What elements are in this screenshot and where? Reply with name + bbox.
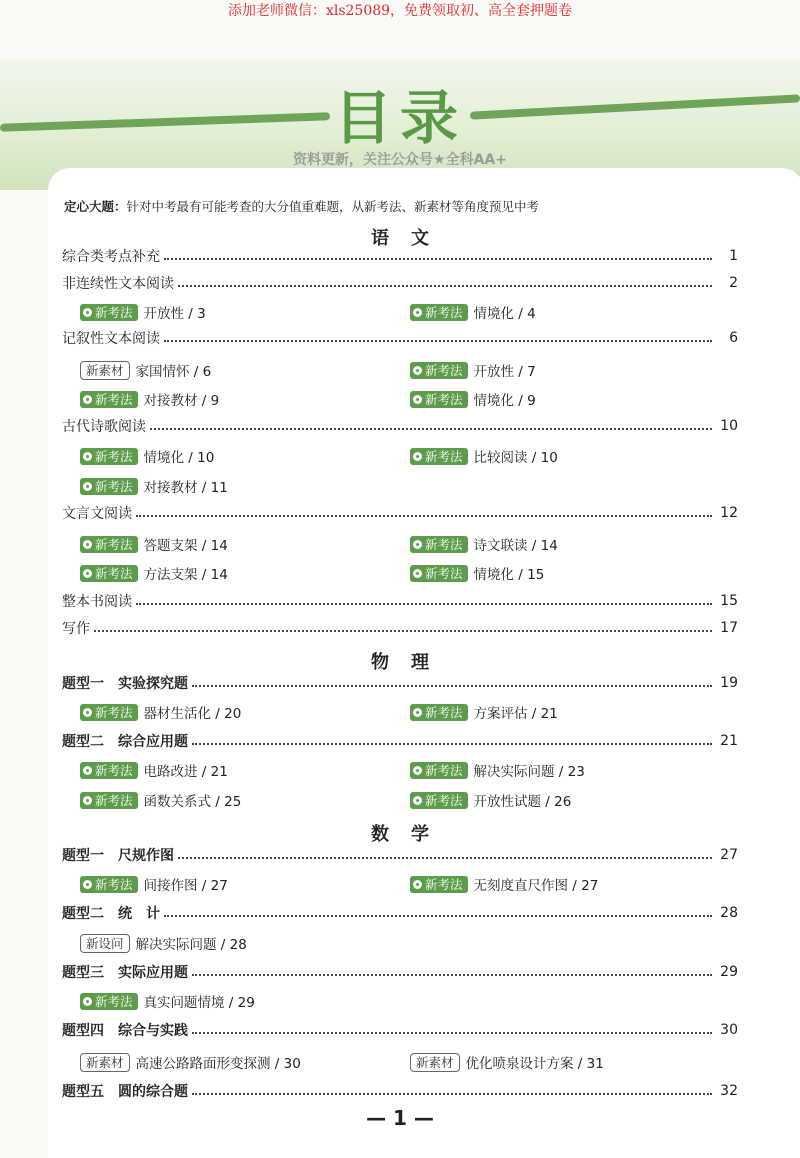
tag-label: 新考法 xyxy=(95,537,133,552)
leader-dots xyxy=(178,857,712,859)
sub-entry[interactable] xyxy=(80,563,228,583)
tag-new-method xyxy=(80,704,138,721)
pin-icon xyxy=(413,569,422,578)
section-heading-physics: 物理 xyxy=(371,652,451,673)
toc-entry-title: 综合应用题 xyxy=(118,734,188,750)
tag-label: 新考法 xyxy=(425,537,463,552)
pin-icon xyxy=(83,708,92,717)
sub-entry-text: 间接作图 / 27 xyxy=(143,878,228,894)
toc-entry[interactable] xyxy=(62,415,738,437)
sub-entry-text: 开放性试题 / 26 xyxy=(473,794,572,810)
section-heading-math: 数学 xyxy=(371,824,451,845)
tag-new-method xyxy=(410,362,468,379)
toc-entry[interactable] xyxy=(62,327,738,349)
toc-entry-title: 圆的综合题 xyxy=(118,1084,188,1100)
sub-entry[interactable] xyxy=(410,389,536,409)
toc-entry-page: 28 xyxy=(720,905,738,921)
tag-new-method xyxy=(80,536,138,553)
toc-entry-page: 21 xyxy=(720,733,738,749)
sub-entry-text: 电路改进 / 21 xyxy=(143,764,228,780)
pin-icon xyxy=(413,796,422,805)
sub-entry-text: 方法支架 / 14 xyxy=(143,567,228,583)
sub-entry[interactable] xyxy=(80,1052,301,1072)
toc-entry-label xyxy=(62,731,188,751)
pin-icon xyxy=(413,540,422,549)
tag-label: 新考法 xyxy=(425,449,463,464)
toc-entry-prefix: 题型三 xyxy=(62,965,104,981)
sub-entry[interactable] xyxy=(410,534,558,554)
sub-entry[interactable] xyxy=(80,933,247,953)
sub-entry[interactable] xyxy=(80,446,214,466)
tag-label: 新考法 xyxy=(425,392,463,407)
tag-new-method xyxy=(410,704,468,721)
sub-entry[interactable] xyxy=(80,702,241,722)
sub-entry[interactable] xyxy=(410,874,598,894)
tag-new-method xyxy=(80,993,138,1010)
tag-label: 新考法 xyxy=(95,479,133,494)
sub-entry[interactable] xyxy=(80,360,211,380)
toc-entry-prefix: 题型四 xyxy=(62,1023,104,1039)
toc-entry-prefix: 题型一 xyxy=(62,676,104,692)
toc-entry[interactable] xyxy=(62,844,738,866)
leader-dots xyxy=(192,974,712,976)
sub-entry[interactable] xyxy=(410,1052,604,1072)
tag-new-material: 新素材 xyxy=(80,361,130,380)
toc-entry-label: 写作 xyxy=(62,621,90,637)
toc-entry-prefix: 题型五 xyxy=(62,1084,104,1100)
sub-entry[interactable] xyxy=(80,302,206,322)
pin-icon xyxy=(83,482,92,491)
toc-entry-page: 10 xyxy=(720,418,738,434)
toc-entry[interactable] xyxy=(62,502,738,524)
sub-entry[interactable] xyxy=(80,790,241,810)
tag-label: 新考法 xyxy=(95,566,133,581)
pin-icon xyxy=(83,452,92,461)
toc-entry-label: 文言文阅读 xyxy=(62,506,132,522)
tag-new-method xyxy=(80,391,138,408)
leader-dots xyxy=(150,428,712,430)
tag-new-method xyxy=(80,762,138,779)
toc-entry-label: 综合类考点补充 xyxy=(62,249,160,265)
pin-icon xyxy=(83,569,92,578)
sub-entry[interactable] xyxy=(80,534,228,554)
tag-label: 新考法 xyxy=(95,392,133,407)
pin-icon xyxy=(83,796,92,805)
banner-subtitle: 资料更新，关注公众号★全科AA+ xyxy=(293,152,507,168)
sub-entry[interactable] xyxy=(410,446,558,466)
sub-entry[interactable] xyxy=(80,760,228,780)
sub-entry[interactable] xyxy=(80,874,228,894)
toc-entry-page: 6 xyxy=(729,330,738,346)
intro-line xyxy=(64,197,539,215)
toc-entry-page: 19 xyxy=(720,675,738,691)
sub-entry[interactable] xyxy=(410,360,536,380)
tag-label: 新考法 xyxy=(425,705,463,720)
pin-icon xyxy=(83,395,92,404)
sub-entry-text: 真实问题情境 / 29 xyxy=(143,995,255,1011)
sub-entry-text: 开放性 / 7 xyxy=(473,364,536,380)
sub-entry-text: 高速公路路面形变探测 / 30 xyxy=(135,1056,301,1072)
toc-entry[interactable] xyxy=(62,245,738,267)
leader-dots xyxy=(192,743,712,745)
sub-entry-text: 优化喷泉设计方案 / 31 xyxy=(465,1056,604,1072)
tag-new-method xyxy=(410,304,468,321)
tag-new-method xyxy=(80,565,138,582)
tag-label: 新考法 xyxy=(95,305,133,320)
sub-entry[interactable] xyxy=(410,702,558,722)
page-title: 目录 xyxy=(333,84,466,152)
tag-new-method xyxy=(410,762,468,779)
pin-icon xyxy=(413,366,422,375)
toc-entry-prefix: 题型二 xyxy=(62,734,104,750)
toc-entry-prefix: 题型二 xyxy=(62,906,104,922)
tag-label: 新考法 xyxy=(95,449,133,464)
toc-entry-label: 记叙性文本阅读 xyxy=(62,331,160,347)
pin-icon xyxy=(83,880,92,889)
tag-new-method xyxy=(80,304,138,321)
tag-label: 新考法 xyxy=(95,705,133,720)
toc-entry-label xyxy=(62,1020,188,1040)
toc-entry[interactable] xyxy=(62,272,738,294)
sub-entry-text: 情境化 / 15 xyxy=(473,567,545,583)
toc-entry-label: 古代诗歌阅读 xyxy=(62,419,146,435)
sub-entry-text: 无刻度直尺作图 / 27 xyxy=(473,878,599,894)
toc-entry-label: 非连续性文本阅读 xyxy=(62,276,174,292)
sub-entry-text: 比较阅读 / 10 xyxy=(473,450,558,466)
toc-entry-title: 实际应用题 xyxy=(118,965,188,981)
sub-entry[interactable] xyxy=(80,991,255,1011)
sub-entry-text: 情境化 / 4 xyxy=(473,306,536,322)
tag-new-method xyxy=(80,876,138,893)
tag-label: 新考法 xyxy=(425,793,463,808)
pin-icon xyxy=(83,308,92,317)
sub-entry[interactable] xyxy=(410,302,536,322)
tag-label: 新考法 xyxy=(425,305,463,320)
sub-entry-text: 答题支架 / 14 xyxy=(143,538,228,554)
pin-icon xyxy=(413,708,422,717)
sub-entry-text: 情境化 / 10 xyxy=(143,450,215,466)
sub-entry[interactable] xyxy=(80,389,219,409)
intro-text: 针对中考最有可能考查的大分值重难题，从新考法、新素材等角度预见中考 xyxy=(126,199,540,214)
pin-icon xyxy=(413,308,422,317)
section-heading-chinese: 语文 xyxy=(371,228,451,249)
leader-dots xyxy=(136,603,712,605)
tag-new-method xyxy=(410,536,468,553)
toc-entry-label xyxy=(62,673,188,693)
toc-entry-label xyxy=(62,962,188,982)
toc-entry-title: 综合与实践 xyxy=(118,1023,188,1039)
toc-entry-prefix: 题型一 xyxy=(62,848,104,864)
leader-dots xyxy=(164,340,712,342)
tag-new-method xyxy=(80,478,138,495)
sub-entry-text: 解决实际问题 / 23 xyxy=(473,764,585,780)
tag-new-material: 新素材 xyxy=(80,1053,130,1072)
leader-dots xyxy=(164,915,712,917)
sub-entry-text: 对接教材 / 11 xyxy=(143,480,228,496)
pin-icon xyxy=(413,766,422,775)
toc-entry[interactable] xyxy=(62,902,738,924)
sub-entry-text: 对接教材 / 9 xyxy=(143,393,220,409)
tag-label: 新考法 xyxy=(425,566,463,581)
toc-entry[interactable] xyxy=(62,961,738,983)
toc-entry[interactable] xyxy=(62,672,738,694)
tag-label: 新考法 xyxy=(95,763,133,778)
sub-entry-text: 诗文联读 / 14 xyxy=(473,538,558,554)
toc-entry-title: 实验探究题 xyxy=(118,676,188,692)
leader-dots xyxy=(192,1032,712,1034)
toc-entry-page: 17 xyxy=(720,620,738,636)
tag-new-method xyxy=(410,792,468,809)
toc-entry-label xyxy=(62,845,174,865)
tag-new-material: 新素材 xyxy=(410,1053,460,1072)
toc-entry-page: 1 xyxy=(729,248,738,264)
sub-entry-text: 家国情怀 / 6 xyxy=(135,364,212,380)
sub-entry-text: 器材生活化 / 20 xyxy=(143,706,242,722)
sub-entry[interactable] xyxy=(410,790,571,810)
tag-label: 新考法 xyxy=(425,763,463,778)
toc-entry-label xyxy=(62,903,160,923)
sub-entry[interactable] xyxy=(80,476,228,496)
sub-entry-text: 解决实际问题 / 28 xyxy=(135,937,247,953)
toc-entry-page: 12 xyxy=(720,505,738,521)
leader-dots xyxy=(94,630,712,632)
toc-entry[interactable] xyxy=(62,1080,738,1102)
pin-icon xyxy=(83,997,92,1006)
toc-entry-page: 15 xyxy=(720,593,738,609)
intro-lead: 定心大题： xyxy=(64,199,127,214)
page-number: — 1 — xyxy=(366,1106,434,1130)
toc-entry[interactable] xyxy=(62,730,738,752)
sub-entry[interactable] xyxy=(410,563,544,583)
pin-icon xyxy=(83,766,92,775)
toc-entry-page: 29 xyxy=(720,964,738,980)
leader-dots xyxy=(192,1093,712,1095)
tag-new-method xyxy=(410,876,468,893)
tag-new-method xyxy=(80,448,138,465)
tag-label: 新考法 xyxy=(425,363,463,378)
tag-new-method xyxy=(410,565,468,582)
sub-entry[interactable] xyxy=(410,760,585,780)
toc-entry[interactable] xyxy=(62,1019,738,1041)
leader-dots xyxy=(136,515,712,517)
toc-entry-page: 27 xyxy=(720,847,738,863)
sub-entry-text: 情境化 / 9 xyxy=(473,393,536,409)
toc-entry[interactable] xyxy=(62,590,738,612)
promo-header: 添加老师微信：xls25089，免费领取初、高全套押题卷 xyxy=(227,3,573,19)
tag-new-method xyxy=(410,391,468,408)
pin-icon xyxy=(413,395,422,404)
toc-entry[interactable] xyxy=(62,617,738,639)
leader-dots xyxy=(192,685,712,687)
tag-new-method xyxy=(410,448,468,465)
pin-icon xyxy=(413,452,422,461)
toc-entry-label xyxy=(62,1081,188,1101)
toc-entry-page: 2 xyxy=(729,275,738,291)
toc-entry-label: 整本书阅读 xyxy=(62,594,132,610)
toc-entry-page: 30 xyxy=(720,1022,738,1038)
leader-dots xyxy=(164,258,712,260)
pin-icon xyxy=(413,880,422,889)
toc-entry-page: 32 xyxy=(720,1083,738,1099)
tag-label: 新考法 xyxy=(95,877,133,892)
tag-label: 新考法 xyxy=(95,994,133,1009)
tag-label: 新考法 xyxy=(425,877,463,892)
pin-icon xyxy=(83,540,92,549)
tag-new-method xyxy=(80,792,138,809)
sub-entry-text: 方案评估 / 21 xyxy=(473,706,558,722)
sub-entry-text: 函数关系式 / 25 xyxy=(143,794,242,810)
tag-new-question: 新设问 xyxy=(80,934,130,953)
tag-label: 新考法 xyxy=(95,793,133,808)
sub-entry-text: 开放性 / 3 xyxy=(143,306,206,322)
leader-dots xyxy=(178,285,712,287)
toc-entry-title: 统 计 xyxy=(118,906,160,922)
toc-entry-title: 尺规作图 xyxy=(118,848,174,864)
